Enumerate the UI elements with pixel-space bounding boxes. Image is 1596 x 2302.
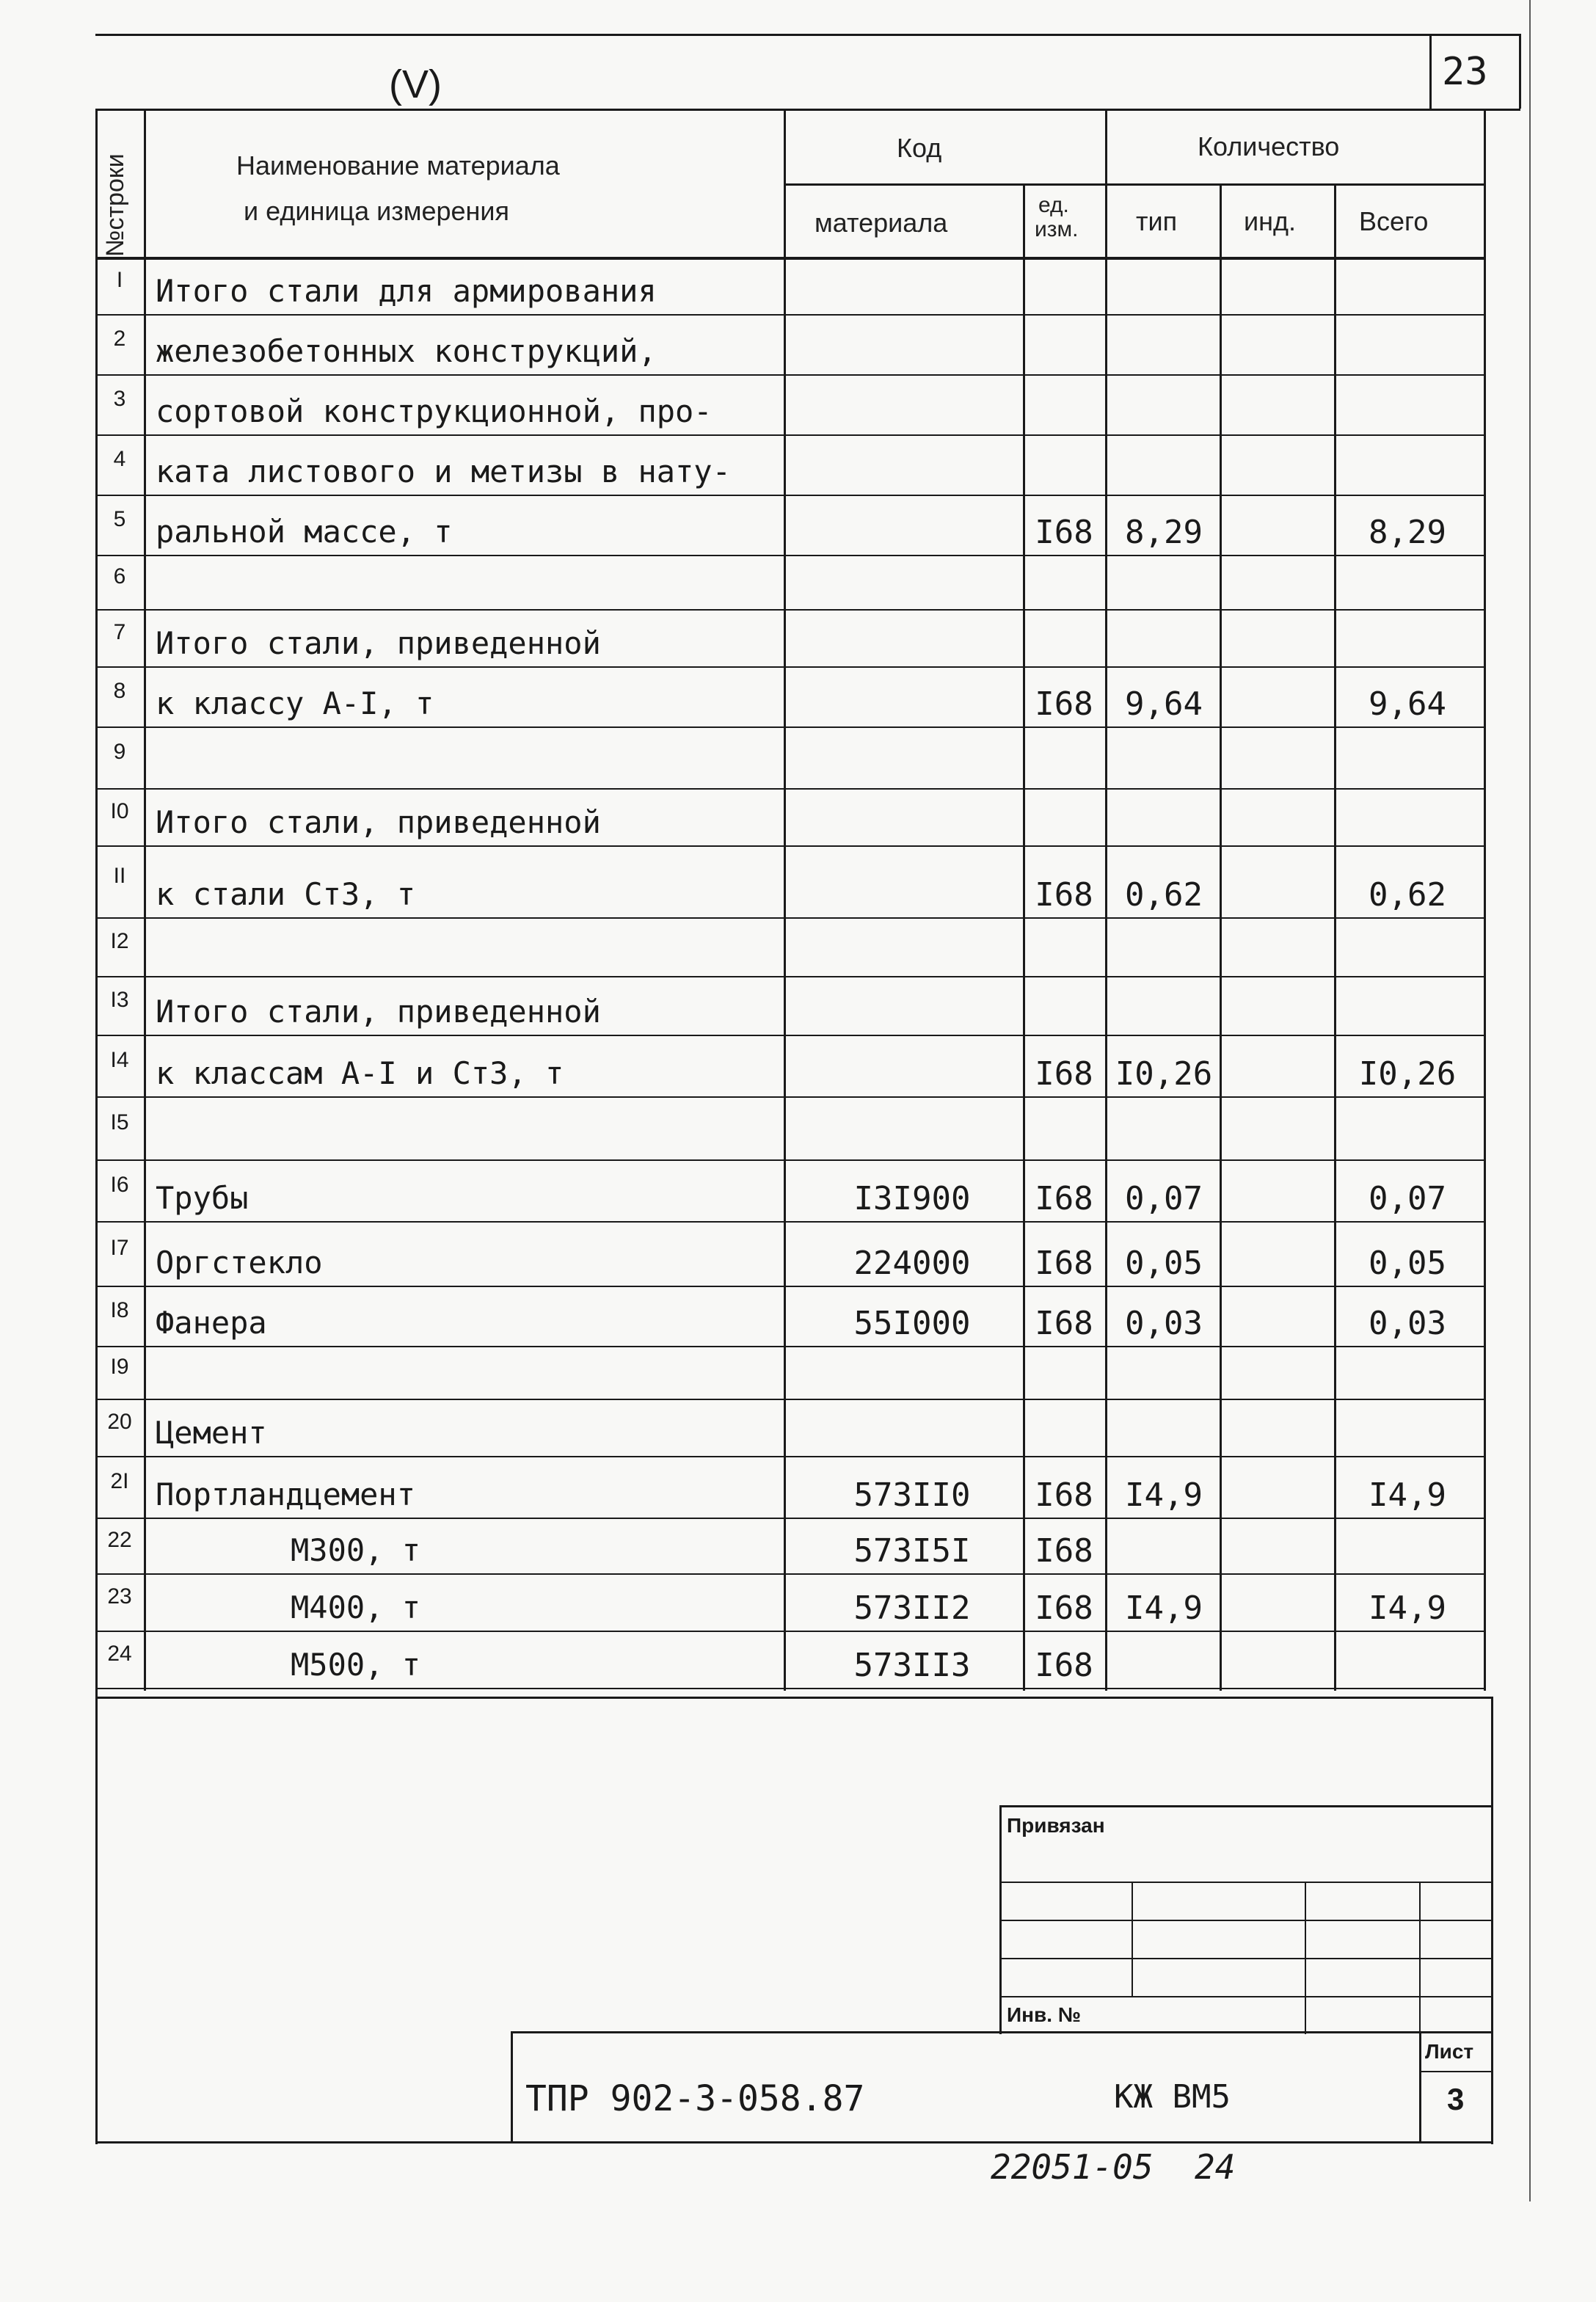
row-line-15	[95, 1159, 1484, 1161]
unit-code: I68	[1035, 1305, 1093, 1342]
material-name: Цемент	[156, 1415, 267, 1451]
row-line-7	[95, 666, 1484, 668]
header-quantity: Количество	[1198, 131, 1340, 161]
header-qty-ind: инд.	[1244, 206, 1296, 236]
material-code: 573I5I	[853, 1532, 971, 1570]
header-name-line2: и единица измерения	[244, 196, 510, 226]
row-number: 20	[107, 1410, 132, 1434]
material-name: к классу А-I, т	[156, 685, 434, 721]
quantity-total: 9,64	[1369, 685, 1446, 723]
quantity-total: I4,9	[1369, 1589, 1446, 1627]
left-frame-lower	[95, 1697, 98, 2144]
quantity-total: 0,03	[1369, 1305, 1446, 1342]
row-number: II	[113, 864, 126, 888]
material-name: М400, т	[291, 1589, 421, 1625]
sheet-box-left	[1419, 2031, 1421, 2143]
stamp-left	[511, 2031, 513, 2143]
quantity-total: 0,62	[1369, 876, 1446, 914]
row-number: 6	[113, 564, 126, 589]
row-line-6	[95, 609, 1484, 611]
row-number: 24	[107, 1642, 132, 1666]
sheet-number-box-left	[1429, 34, 1432, 109]
row-line-10	[95, 845, 1484, 847]
material-name: М300, т	[291, 1532, 421, 1568]
sheet-number-box-right	[1519, 34, 1521, 109]
quantity-type: 9,64	[1125, 685, 1203, 723]
header-top-line	[95, 109, 1520, 111]
quantity-type: 0,62	[1125, 876, 1203, 914]
quantity-type: 0,03	[1125, 1305, 1203, 1342]
table-col-line-6	[1334, 183, 1336, 1691]
quantity-type: 0,05	[1125, 1245, 1203, 1282]
row-line-8	[95, 726, 1484, 728]
row-number: 4	[113, 447, 126, 471]
row-number: I	[116, 268, 123, 292]
material-name: железобетонных конструкций,	[156, 333, 657, 369]
material-name: М500, т	[291, 1647, 421, 1683]
attached-col-3	[1419, 1882, 1421, 2034]
row-number: I9	[110, 1355, 129, 1379]
row-number: 22	[107, 1528, 132, 1552]
material-name: к классам А-I и Ст3, т	[156, 1055, 564, 1091]
attached-col-1	[1132, 1882, 1133, 1996]
table-col-line-1	[144, 109, 146, 1691]
unit-code: I68	[1035, 1180, 1093, 1217]
row-line-4	[95, 495, 1484, 496]
unit-code: I68	[1035, 1245, 1093, 1282]
quantity-total: I4,9	[1369, 1476, 1446, 1514]
material-code: I3I900	[853, 1180, 971, 1217]
row-number: 7	[113, 620, 126, 644]
row-number: 23	[107, 1584, 132, 1609]
row-number: I2	[110, 929, 129, 953]
row-line-21	[95, 1518, 1484, 1519]
unit-code: I68	[1035, 1647, 1093, 1684]
right-margin-line	[1529, 0, 1531, 2201]
material-name: к стали Ст3, т	[156, 876, 416, 912]
row-line-23	[95, 1631, 1484, 1632]
sheet-label: Лист	[1425, 2040, 1474, 2063]
table-col-line-5	[1220, 183, 1222, 1691]
row-line-19	[95, 1399, 1484, 1400]
row-line-13	[95, 1035, 1484, 1036]
quantity-type: I0,26	[1115, 1055, 1213, 1093]
unit-code: I68	[1035, 1532, 1093, 1570]
sheet-box-divider	[1419, 2071, 1493, 2072]
material-code: 573II0	[853, 1476, 971, 1514]
material-name: Итого стали, приведенной	[156, 804, 601, 840]
material-name: Оргстекло	[156, 1245, 323, 1281]
header-qty-total: Всего	[1359, 206, 1429, 236]
table-col-line-2	[784, 109, 786, 1691]
row-number: 8	[113, 679, 126, 703]
inventory-label: Инв. №	[1007, 2003, 1082, 2026]
header-code: Код	[897, 133, 942, 163]
row-line-17	[95, 1286, 1484, 1287]
header-row-number: №строки	[101, 153, 129, 257]
attached-label: Привязан	[1007, 1814, 1105, 1837]
row-line-5	[95, 555, 1484, 556]
bottom-frame	[95, 2141, 1493, 2143]
top-frame-line	[95, 34, 1520, 36]
row-number: 5	[113, 507, 126, 531]
table-col-line-3	[1023, 183, 1025, 1691]
attached-top	[999, 1805, 1493, 1807]
handwritten-number-right: 24	[1195, 2147, 1236, 2187]
unit-code: I68	[1035, 1589, 1093, 1627]
quantity-total: 8,29	[1369, 514, 1446, 551]
header-qty-type: тип	[1136, 206, 1178, 236]
row-line-1	[95, 314, 1484, 316]
quantity-type: 8,29	[1125, 514, 1203, 551]
material-code: 55I000	[853, 1305, 971, 1342]
row-number: 2	[113, 327, 126, 351]
row-number: I3	[110, 988, 129, 1012]
material-name: Трубы	[156, 1180, 249, 1216]
material-name: Итого стали, приведенной	[156, 994, 601, 1030]
row-line-22	[95, 1573, 1484, 1575]
quantity-total: 0,07	[1369, 1180, 1446, 1217]
row-line-20	[95, 1456, 1484, 1457]
row-line-18	[95, 1346, 1484, 1347]
material-name: Портландцемент	[156, 1476, 416, 1512]
header-code-material: материала	[815, 208, 948, 238]
material-code: 224000	[853, 1245, 971, 1282]
sheet-number: 23	[1442, 50, 1488, 94]
material-name: ката листового и метизы в нату-	[156, 454, 731, 489]
unit-code: I68	[1035, 1055, 1093, 1093]
unit-code: I68	[1035, 514, 1093, 551]
quantity-type: 0,07	[1125, 1180, 1203, 1217]
row-number: I6	[110, 1173, 129, 1197]
row-number: 2I	[110, 1469, 129, 1493]
table-col-line-4	[1105, 109, 1107, 1691]
row-line-3	[95, 434, 1484, 436]
material-name: Итого стали, приведенной	[156, 625, 601, 661]
row-number: I4	[110, 1048, 129, 1072]
header-code-unit-2: изм.	[1035, 217, 1079, 241]
row-number: I8	[110, 1298, 129, 1322]
row-line-9	[95, 788, 1484, 790]
material-code: 573II3	[853, 1647, 971, 1684]
quantity-total: 0,05	[1369, 1245, 1446, 1282]
header-name-line1: Наименование материала	[236, 150, 560, 181]
row-number: I5	[110, 1110, 129, 1134]
quantity-type: I4,9	[1125, 1589, 1203, 1627]
material-name: ральной массе, т	[156, 514, 453, 550]
document-mark: КЖ ВМ5	[1114, 2078, 1231, 2116]
material-name: Итого стали для армирования	[156, 273, 657, 309]
header-code-unit-1: ед.	[1038, 193, 1069, 217]
row-line-16	[95, 1221, 1484, 1223]
row-number: 3	[113, 387, 126, 411]
attached-col-2	[1305, 1882, 1306, 2034]
unit-code: I68	[1035, 685, 1093, 723]
row-number: 9	[113, 740, 126, 764]
row-line-11	[95, 917, 1484, 919]
unit-code: I68	[1035, 876, 1093, 914]
unit-code: I68	[1035, 1476, 1093, 1514]
table-bottom-frame	[95, 1697, 1493, 1699]
table-col-line-0	[95, 109, 98, 1698]
row-line-2	[95, 374, 1484, 376]
header-bottom-line	[95, 257, 1484, 260]
quantity-total: I0,26	[1358, 1055, 1457, 1093]
table-col-line-7	[1484, 109, 1486, 1691]
stamp-top	[511, 2031, 1493, 2033]
handwritten-number-left: 22051-05	[991, 2147, 1154, 2187]
header-mid-line	[784, 183, 1484, 186]
document-code: ТПР 902-3-058.87	[525, 2078, 865, 2119]
material-code: 573II2	[853, 1589, 971, 1627]
row-number: I0	[110, 799, 129, 823]
row-number: I7	[110, 1236, 129, 1260]
sheet-number-value: 3	[1447, 2082, 1465, 2116]
material-name: сортовой конструкционной, про-	[156, 393, 713, 429]
variant-mark: (V)	[389, 62, 442, 106]
row-line-12	[95, 976, 1484, 977]
row-line-14	[95, 1096, 1484, 1098]
row-line-24	[95, 1688, 1484, 1689]
quantity-type: I4,9	[1125, 1476, 1203, 1514]
material-name: Фанера	[156, 1305, 267, 1341]
